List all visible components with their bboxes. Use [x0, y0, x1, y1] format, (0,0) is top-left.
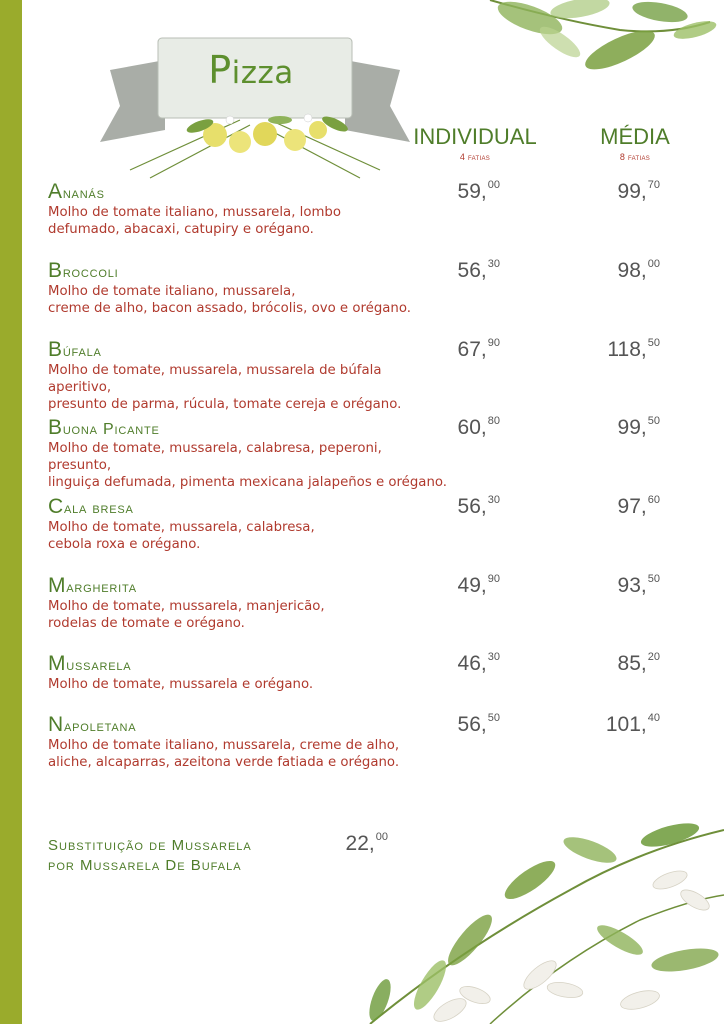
menu-item — [48, 415, 688, 491]
item-name: Mussarela — [48, 652, 132, 675]
page-title: Pizza — [208, 48, 294, 92]
item-description: Molho de tomate, mussarela, calabresa, peperoni, presunto, linguiça defumada, pimenta mexicana jalapeños e orégano. — [48, 441, 448, 490]
menu-item — [48, 337, 688, 413]
item-name: Buona Picante — [48, 416, 160, 439]
menu-item — [48, 258, 688, 317]
price-media: 98,00 — [617, 258, 660, 282]
price-individual: 56,30 — [457, 258, 500, 282]
price-media: 118,50 — [607, 337, 660, 361]
price-media: 101,40 — [605, 712, 660, 736]
price-individual: 56,30 — [457, 494, 500, 518]
column-individual-slices: 4 fatias — [459, 152, 491, 162]
column-media-slices: 8 fatias — [619, 152, 651, 162]
price-individual: 60,80 — [457, 415, 500, 439]
price-individual: 46,30 — [457, 651, 500, 675]
menu-item — [48, 494, 688, 553]
price-individual: 59,00 — [457, 179, 500, 203]
item-name: Napoletana — [48, 713, 137, 736]
menu-item — [48, 179, 688, 238]
sidebar-stripe — [0, 0, 22, 1024]
substitution-line-1: Substituição de Mussarela — [48, 837, 252, 854]
item-name: Margherita — [48, 574, 137, 597]
substitution-line-2: por Mussarela De Bufala — [48, 857, 242, 874]
item-description: Molho de tomate, mussarela, calabresa, cebola roxa e orégano. — [48, 520, 315, 552]
item-description: Molho de tomate italiano, mussarela, creme de alho, bacon assado, brócolis, ovo e orégano. — [48, 284, 411, 316]
substitution-note — [48, 836, 298, 876]
substitution-price: 22,00 — [345, 831, 388, 855]
item-name: Cala bresa — [48, 495, 134, 518]
menu-item — [48, 712, 688, 771]
price-individual: 56,50 — [457, 712, 500, 736]
item-name: Broccoli — [48, 259, 119, 282]
price-individual: 49,90 — [457, 573, 500, 597]
item-description: Molho de tomate, mussarela e orégano. — [48, 677, 314, 692]
price-media: 85,20 — [617, 651, 660, 675]
menu-item — [48, 651, 688, 693]
price-media: 99,50 — [617, 415, 660, 439]
price-media: 93,50 — [617, 573, 660, 597]
item-name: Búfala — [48, 338, 102, 361]
column-media-label: MÉDIA — [600, 124, 670, 149]
item-description: Molho de tomate, mussarela, manjericão, rodelas de tomate e orégano. — [48, 599, 325, 631]
column-header-media — [580, 124, 690, 162]
item-description: Molho de tomate italiano, mussarela, lombo defumado, abacaxi, catupiry e orégano. — [48, 205, 342, 237]
item-description: Molho de tomate italiano, mussarela, creme de alho, aliche, alcaparras, azeitona verde fatiada e orégano. — [48, 738, 400, 770]
menu-item — [48, 573, 688, 632]
item-name: Ananás — [48, 180, 105, 203]
leaf-decoration-top — [470, 0, 724, 100]
price-media: 99,70 — [617, 179, 660, 203]
column-individual-label: INDIVIDUAL — [413, 124, 537, 149]
item-description: Molho de tomate, mussarela, mussarela de búfala aperitivo, presunto de parma, rúcula, tomate cereja e orégano. — [48, 363, 402, 412]
floral-decoration-bottom — [340, 810, 724, 1024]
price-individual: 67,90 — [457, 337, 500, 361]
price-media: 97,60 — [617, 494, 660, 518]
column-header-individual — [410, 124, 540, 162]
